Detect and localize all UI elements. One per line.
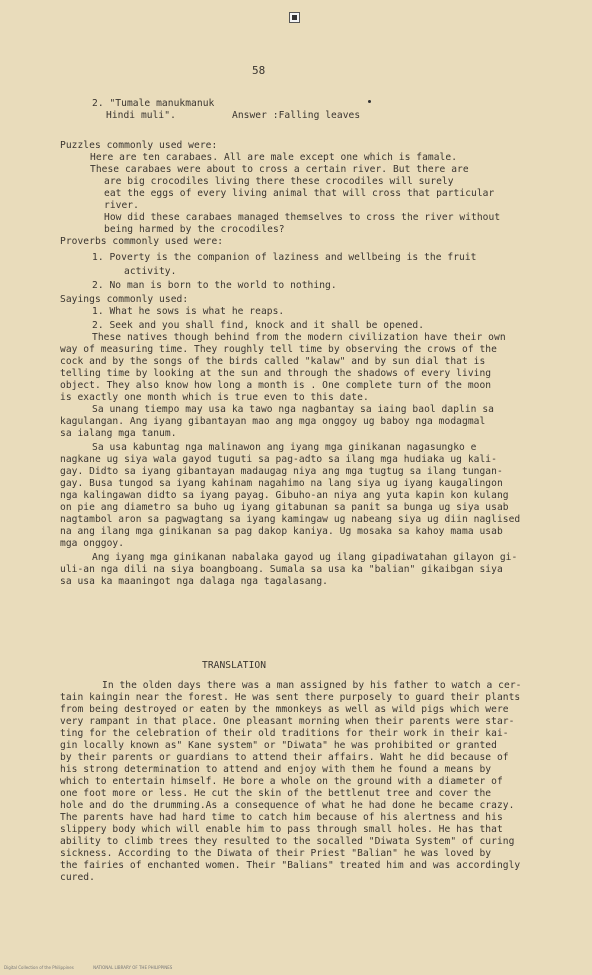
page-footer <box>4 965 190 970</box>
text-line: eat the eggs of every living animal that will cross that particular <box>104 188 495 199</box>
text-line: sickness. According to the Diwata of their Priest "Balian" he was loved by <box>60 848 492 859</box>
ink-dot <box>368 100 371 103</box>
text-line: Puzzles commonly used were: <box>60 140 218 151</box>
text-line: the fairies of enchanted women. Their "Balians" treated him and was accordingly <box>60 860 521 871</box>
text-line: The parents have had hard time to catch him because of his alertness and his <box>60 812 503 823</box>
text-line: gay. Busa tungod sa iyang kahinam nagahimo na lang siya ug iyang kaugalingon <box>60 478 503 489</box>
riddle-line-2: Hindi muli". <box>106 110 176 121</box>
text-line: from being destroyed or eaten by the mmonkeys as well as wild pigs which were <box>60 704 509 715</box>
text-line: cured. <box>60 872 95 883</box>
text-line: nga kalingawan didto sa iyang payag. Gibuho-an niya ang yuta kapin kon kulang <box>60 490 509 501</box>
text-line: nagkane ug siya wala gayod tuguti sa pag-adto sa ilang mga hudiaka ug kali- <box>60 454 497 465</box>
footer-left: Digital Collection of the Philippines <box>4 965 74 970</box>
text-line: gay. Didto sa iyang gibantayan madaugag niya ang mga tugtug sa ilang tungan- <box>60 466 503 477</box>
text-line: ability to climb trees they resulted to the socalled "Diwata System" of curing <box>60 836 515 847</box>
text-line: which to entertain himself. He bore a whole on the ground with a diameter of <box>60 776 503 787</box>
text-line: object. They also know how long a month is . One complete turn of the moon <box>60 380 492 391</box>
text-line: Sayings commonly used: <box>60 294 189 305</box>
text-line: These natives though behind from the modern civilization have their own <box>92 332 506 343</box>
text-line: very rampant in that place. One pleasant morning when their parents were star- <box>60 716 515 727</box>
text-line: Proverbs commonly used were: <box>60 236 224 247</box>
text-line: river. <box>104 200 139 211</box>
text-line: In the olden days there was a man assigned by his father to watch a cer- <box>102 680 522 691</box>
translation-heading: TRANSLATION <box>202 660 267 671</box>
text-line: 2. Seek and you shall find, knock and it shall be opened. <box>92 320 425 331</box>
riddle-answer: Answer :Falling leaves <box>232 110 361 121</box>
text-line: Here are ten carabaes. All are male except one which is famale. <box>90 152 458 163</box>
footer-right: NATIONAL LIBRARY OF THE PHILIPPINES <box>93 965 173 970</box>
text-line: na ang ilang mga ginikanan sa pag dakop kaniya. Ug mosaka sa kahoy mama usab <box>60 526 503 537</box>
text-line: How did these carabaes managed themselves to cross the river without <box>104 212 501 223</box>
text-line: Sa usa kabuntag nga malinawon ang iyang mga ginikanan nagasungko e <box>92 442 477 453</box>
text-line: way of measuring time. They roughly tell time by observing the crows of the <box>60 344 497 355</box>
text-line: sa usa ka maaningot nga dalaga nga tagalasang. <box>60 576 328 587</box>
text-line: sa ialang mga tanum. <box>60 428 177 439</box>
text-line: on pie ang diametro sa buho ug iyang gitabunan sa panit sa bunga ug siya usab <box>60 502 509 513</box>
page-marker-icon <box>289 12 300 23</box>
text-line: kagulangan. Ang iyang gibantayan mao ang mga onggoy ug baboy nga modagmal <box>60 416 486 427</box>
text-line: slippery body which will enable him to pass through small holes. He has that <box>60 824 503 835</box>
text-line: tain kaingin near the forest. He was sent there purposely to guard their plants <box>60 692 521 703</box>
text-line: being harmed by the crocodiles? <box>104 224 285 235</box>
text-line: mga onggoy. <box>60 538 125 549</box>
text-line: his strong determination to attend and enjoy with them he found a means by <box>60 764 492 775</box>
text-line: 1. Poverty is the companion of laziness and wellbeing is the fruit <box>92 252 477 263</box>
text-line: is exactly one month which is true even to this date. <box>60 392 369 403</box>
text-line: telling time by looking at the sun and through the shadows of every living <box>60 368 492 379</box>
page-number: 58 <box>252 64 266 77</box>
text-line: one foot more or less. He cut the skin of the bettlenut tree and cover the <box>60 788 492 799</box>
text-line: 1. What he sows is what he reaps. <box>92 306 285 317</box>
riddle-line-1: 2. "Tumale manukmanuk <box>92 98 215 109</box>
text-line: uli-an nga dili na siya boangboang. Sumala sa usa ka "balian" gikaibgan siya <box>60 564 503 575</box>
text-line: ting for the celebration of their old traditions for their work in their kai- <box>60 728 509 739</box>
text-line: nagtambol aron sa pagwagtang sa iyang kamingaw ug nabeang siya ug diin naglised <box>60 514 521 525</box>
text-line: Sa unang tiempo may usa ka tawo nga nagbantay sa iaing baol daplin sa <box>92 404 494 415</box>
text-line: by their parents or guardians to attend their affairs. Waht he did because of <box>60 752 509 763</box>
text-line: are big crocodiles living there these crocodiles will surely <box>104 176 454 187</box>
text-line: activity. <box>124 266 177 277</box>
text-line: These carabaes were about to cross a certain river. But there are <box>90 164 469 175</box>
text-line: cock and by the songs of the birds called "kalaw" and by sun dial that is <box>60 356 486 367</box>
text-line: gin locally known as" Kane system" or "Diwata" he was prohibited or granted <box>60 740 497 751</box>
text-line: 2. No man is born to the world to nothing. <box>92 280 337 291</box>
text-line: hole and do the drumming.As a consequence of what he had done he became crazy. <box>60 800 515 811</box>
text-line: Ang iyang mga ginikanan nabalaka gayod ug ilang gipadiwatahan gilayon gi- <box>92 552 518 563</box>
